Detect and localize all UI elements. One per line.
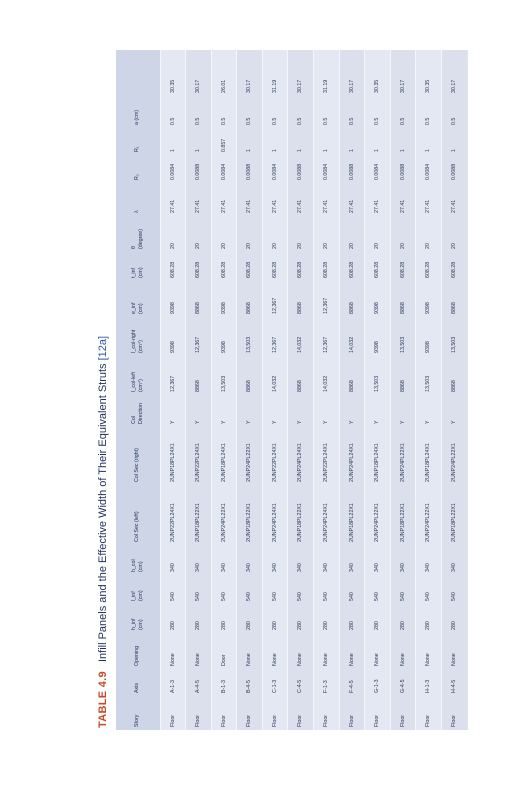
column-header-unit: (cm⁴) <box>137 340 144 353</box>
table-cell: 0.5 <box>390 96 416 128</box>
table-cell: Y <box>186 395 212 427</box>
table-cell: 13,503 <box>365 356 391 395</box>
table-cell: 8868 <box>186 281 212 317</box>
table-cell: 12,367 <box>160 356 186 395</box>
table-cell: 340 <box>442 545 468 575</box>
table-cell: Floor <box>262 696 288 730</box>
table-cell: A-4-5 <box>186 669 212 696</box>
table-cell: None <box>339 633 365 669</box>
column-header <box>116 669 160 696</box>
table-cell: 8868 <box>390 281 416 317</box>
table-cell: 608.28 <box>365 252 391 281</box>
header-spacer <box>116 50 160 96</box>
column-header-label: Axis <box>134 682 141 693</box>
table-number: TABLE 4.9 <box>97 671 109 728</box>
table-cell: 2UNP24PL24X1 <box>314 485 340 545</box>
column-header <box>116 545 160 575</box>
column-header-label: h_inf <box>131 618 138 630</box>
table-cell: 2UNP18PL24X1 <box>416 427 442 485</box>
table-cell: Y <box>211 395 237 427</box>
column-header <box>116 252 160 281</box>
table-cell: 9398 <box>160 281 186 317</box>
column-header-label: I_col-left <box>131 371 138 392</box>
table-cell: 12,367 <box>186 317 212 356</box>
table-cell: 608.28 <box>186 252 212 281</box>
table-cell: 27.41 <box>314 183 340 216</box>
table-cell: Floor <box>160 696 186 730</box>
table-cell: 8868 <box>442 356 468 395</box>
table-cell: 20 <box>288 216 314 252</box>
table-cell: B-1-3 <box>211 669 237 696</box>
table-cell: 1 <box>160 128 186 155</box>
table-cell: 0.5 <box>314 96 340 128</box>
table-cell: Y <box>262 395 288 427</box>
table-cell: 30.35 <box>365 50 391 96</box>
table-cell: Y <box>339 395 365 427</box>
table-cell: 2UNP22PL24X1 <box>314 427 340 485</box>
column-header-label: h_col <box>131 559 138 572</box>
table-cell: 280 <box>262 604 288 633</box>
column-header-unit: (degree) <box>137 228 144 249</box>
table-cell: 31.19 <box>262 50 288 96</box>
table-cell: None <box>442 633 468 669</box>
table-row <box>416 50 442 730</box>
table-cell: 2UNP22PL24X1 <box>160 485 186 545</box>
column-header-unit: (cm) <box>137 561 144 572</box>
table-cell: 27.41 <box>262 183 288 216</box>
column-header-label: λ <box>134 210 141 213</box>
table-cell: 20 <box>237 216 263 252</box>
table-cell: 608.28 <box>339 252 365 281</box>
column-header-label: Col <box>131 416 138 424</box>
table-cell: 608.28 <box>416 252 442 281</box>
table-cell: 14,032 <box>339 317 365 356</box>
table-cell: None <box>390 633 416 669</box>
table-cell: 30.17 <box>237 50 263 96</box>
table-cell: 0.5 <box>262 96 288 128</box>
table-cell: 1 <box>390 128 416 155</box>
column-header <box>116 696 160 730</box>
table-cell: 280 <box>288 604 314 633</box>
table-cell: Floor <box>211 696 237 730</box>
table-cell: 2UNP24PL22X1 <box>211 485 237 545</box>
column-header-label: θ <box>131 246 138 249</box>
table-row <box>211 50 237 730</box>
column-header <box>116 281 160 317</box>
table-cell: 30.35 <box>160 50 186 96</box>
table-cell: 540 <box>186 575 212 604</box>
table-cell: 20 <box>160 216 186 252</box>
table-cell: 1 <box>288 128 314 155</box>
table-cell: 1 <box>262 128 288 155</box>
table-cell: Floor <box>237 696 263 730</box>
column-header-label: Story <box>134 714 141 727</box>
table-cell: 1 <box>186 128 212 155</box>
table-row <box>288 50 314 730</box>
table-cell: Y <box>160 395 186 427</box>
table-cell: 608.28 <box>262 252 288 281</box>
table-cell: 1 <box>416 128 442 155</box>
table-cell: 8868 <box>186 356 212 395</box>
table-cell: C-1-3 <box>262 669 288 696</box>
table-cell: 2UNP22PL24X1 <box>262 427 288 485</box>
table-cell: 8868 <box>237 356 263 395</box>
column-header-label: I_col-right <box>131 329 138 353</box>
column-header-label: Col Sec (right) <box>134 448 141 482</box>
table-cell: 30.17 <box>442 50 468 96</box>
table-cell: 540 <box>339 575 365 604</box>
table-row <box>442 50 468 730</box>
table-cell: 26.01 <box>211 50 237 96</box>
table-cell: 340 <box>390 545 416 575</box>
table-cell: 608.28 <box>442 252 468 281</box>
table-cell: 9398 <box>211 281 237 317</box>
table-cell: 0.0088 <box>288 155 314 183</box>
column-header-unit: Direction <box>137 403 144 424</box>
table-cell: 9398 <box>365 317 391 356</box>
column-header <box>116 575 160 604</box>
table-cell: Door <box>211 633 237 669</box>
table-cell: 0.0088 <box>339 155 365 183</box>
table-cell: Y <box>365 395 391 427</box>
table-cell: 280 <box>365 604 391 633</box>
table-cell: A-1-3 <box>160 669 186 696</box>
table-cell: 8868 <box>339 281 365 317</box>
table-cell: 2UNP18PL22X1 <box>339 485 365 545</box>
table-cell: 20 <box>416 216 442 252</box>
table-cell: 608.28 <box>314 252 340 281</box>
table-cell: 9398 <box>160 317 186 356</box>
table-cell: 20 <box>211 216 237 252</box>
table-cell: G-1-3 <box>365 669 391 696</box>
table-cell: 1 <box>237 128 263 155</box>
table-cell: 2UNP24PL22X1 <box>390 427 416 485</box>
table-cell: 1 <box>365 128 391 155</box>
table-cell: 2UNP18PL22X1 <box>390 485 416 545</box>
table-cell: 0.0088 <box>390 155 416 183</box>
column-header <box>116 155 160 183</box>
table-cell: 30.17 <box>186 50 212 96</box>
table-cell: 0.5 <box>186 96 212 128</box>
table-cell: 0.5 <box>442 96 468 128</box>
column-header <box>116 96 160 128</box>
table-cell: 340 <box>211 545 237 575</box>
table-cell: 2UNP24PL22X1 <box>442 427 468 485</box>
table-cell: 340 <box>160 545 186 575</box>
column-header-unit: (cm⁴) <box>137 379 144 392</box>
table-cell: 0.5 <box>416 96 442 128</box>
table-cell: None <box>160 633 186 669</box>
table-cell: 8868 <box>288 356 314 395</box>
table-cell: 12,367 <box>262 317 288 356</box>
column-header <box>116 317 160 356</box>
table-cell: Y <box>390 395 416 427</box>
table-cell: 12,367 <box>314 281 340 317</box>
column-header-label: Opening <box>134 645 141 666</box>
table-cell: 27.41 <box>160 183 186 216</box>
table-cell: 0.0084 <box>416 155 442 183</box>
column-header-unit: (cm) <box>137 619 144 630</box>
table-cell: 540 <box>442 575 468 604</box>
table-cell: 540 <box>314 575 340 604</box>
table-cell: 0.857 <box>211 128 237 155</box>
column-header <box>116 633 160 669</box>
table-cell: 540 <box>160 575 186 604</box>
table-cell: 340 <box>314 545 340 575</box>
table-cell: 12,367 <box>262 281 288 317</box>
column-header <box>116 604 160 633</box>
table-cell: 280 <box>160 604 186 633</box>
table-cell: B-4-5 <box>237 669 263 696</box>
table-cell: 2UNP24PL22X1 <box>416 485 442 545</box>
table-cell: None <box>262 633 288 669</box>
table-cell: Floor <box>288 696 314 730</box>
table-cell: 27.41 <box>416 183 442 216</box>
table-cell: 0.0084 <box>262 155 288 183</box>
table-cell: 340 <box>288 545 314 575</box>
table-cell: F-1-3 <box>314 669 340 696</box>
table-cell: 280 <box>237 604 263 633</box>
table-cell: 2UNP22PL24X1 <box>186 427 212 485</box>
table-cell: 13,503 <box>390 317 416 356</box>
table-container <box>116 50 468 730</box>
table-cell: 1 <box>339 128 365 155</box>
table-cell: Floor <box>442 696 468 730</box>
column-header-unit: (cm) <box>137 267 144 278</box>
table-cell: None <box>186 633 212 669</box>
table-cell: 340 <box>365 545 391 575</box>
table-cell: 14,032 <box>288 317 314 356</box>
table-cell: Y <box>442 395 468 427</box>
table-cell: None <box>365 633 391 669</box>
table-cell: 13,503 <box>416 356 442 395</box>
table-cell: 1 <box>442 128 468 155</box>
table-cell: 280 <box>314 604 340 633</box>
table-cell: 2UNP18PL22X1 <box>288 485 314 545</box>
table-cell: H-1-3 <box>416 669 442 696</box>
table-cell: 27.41 <box>365 183 391 216</box>
table-cell: 340 <box>339 545 365 575</box>
table-cell: C-4-5 <box>288 669 314 696</box>
table-cell: F-4-5 <box>339 669 365 696</box>
table-cell: 9398 <box>416 281 442 317</box>
table-cell: 27.41 <box>442 183 468 216</box>
table-caption <box>90 50 116 730</box>
table-cell: None <box>237 633 263 669</box>
column-header-unit: (cm) <box>137 590 144 601</box>
table-cell: 13,503 <box>442 317 468 356</box>
table-cell: 27.41 <box>288 183 314 216</box>
table-cell: 8868 <box>288 281 314 317</box>
table-cell: 280 <box>339 604 365 633</box>
table-cell: 2UNP24PL22X1 <box>365 485 391 545</box>
table-cell: 27.41 <box>237 183 263 216</box>
table-cell: 20 <box>339 216 365 252</box>
table-reference: [12a] <box>97 335 109 361</box>
table-cell: None <box>314 633 340 669</box>
table-cell: 9398 <box>365 281 391 317</box>
table-cell: 13,503 <box>211 356 237 395</box>
table-cell: 540 <box>237 575 263 604</box>
table-cell: 30.17 <box>288 50 314 96</box>
table-row <box>237 50 263 730</box>
column-header <box>116 128 160 155</box>
table-cell: 14,032 <box>314 356 340 395</box>
column-header <box>116 427 160 485</box>
table-cell: 2UNP24PL24X1 <box>288 427 314 485</box>
table-cell: 2UNP18PL22X1 <box>442 485 468 545</box>
table-cell: 1 <box>314 128 340 155</box>
table-cell: G-4-5 <box>390 669 416 696</box>
table-cell: 608.28 <box>390 252 416 281</box>
column-header-unit: (cm) <box>137 303 144 314</box>
table-row <box>186 50 212 730</box>
table-cell: 540 <box>365 575 391 604</box>
table-cell: 540 <box>262 575 288 604</box>
table-row <box>160 50 186 730</box>
table-cell: 2UNP18PL24X1 <box>160 427 186 485</box>
table-cell: 31.19 <box>314 50 340 96</box>
rotated-table-page <box>90 50 468 730</box>
table-cell: None <box>288 633 314 669</box>
table-cell: 9398 <box>211 317 237 356</box>
column-header-label: Col Sec (left) <box>134 511 141 542</box>
table-cell: 30.17 <box>339 50 365 96</box>
table-title: Infill Panels and the Effective Width of Their Equivalent Struts <box>97 363 109 663</box>
table-cell: 608.28 <box>288 252 314 281</box>
table-cell: 608.28 <box>160 252 186 281</box>
table-cell: 340 <box>186 545 212 575</box>
table-cell: 608.28 <box>211 252 237 281</box>
table-cell: 8868 <box>442 281 468 317</box>
column-header-label: R₁ <box>134 146 141 152</box>
table-cell: 0.5 <box>365 96 391 128</box>
table-cell: 2UNP24PL24X1 <box>262 485 288 545</box>
table-cell: 8868 <box>390 356 416 395</box>
table-row <box>390 50 416 730</box>
table-cell: 30.35 <box>416 50 442 96</box>
column-header-label: l_inf <box>131 591 138 601</box>
table-cell: 20 <box>314 216 340 252</box>
table-cell: 0.0088 <box>237 155 263 183</box>
table-cell: 20 <box>186 216 212 252</box>
column-header <box>116 216 160 252</box>
table-cell: Floor <box>390 696 416 730</box>
table-cell: Floor <box>186 696 212 730</box>
table-cell: 13,503 <box>237 317 263 356</box>
table-cell: Y <box>237 395 263 427</box>
table-cell: Y <box>416 395 442 427</box>
table-cell: 8868 <box>339 356 365 395</box>
table-cell: Y <box>288 395 314 427</box>
table-cell: 12,367 <box>314 317 340 356</box>
table-cell: 540 <box>288 575 314 604</box>
table-cell: 2UNP24PL24X1 <box>339 427 365 485</box>
table-cell: 0.0084 <box>160 155 186 183</box>
table-cell: 2UNP18PL24X1 <box>365 427 391 485</box>
table-cell: 14,032 <box>262 356 288 395</box>
table-cell: 2UNP18PL22X1 <box>237 485 263 545</box>
table-cell: 0.0084 <box>314 155 340 183</box>
table-cell: 20 <box>262 216 288 252</box>
table-cell: 0.0088 <box>442 155 468 183</box>
table-cell: 2UNP24PL22X1 <box>237 427 263 485</box>
table-cell: 0.5 <box>160 96 186 128</box>
table-cell: Floor <box>416 696 442 730</box>
table-cell: 340 <box>262 545 288 575</box>
column-header-label: a (cm) <box>134 109 141 125</box>
table-cell: 280 <box>186 604 212 633</box>
table-cell: 2UNP18PL24X1 <box>211 427 237 485</box>
table-cell: 0.5 <box>339 96 365 128</box>
table-cell: H-4-5 <box>442 669 468 696</box>
table-cell: 27.41 <box>211 183 237 216</box>
table-row <box>262 50 288 730</box>
table-cell: 20 <box>390 216 416 252</box>
table-cell: 0.0088 <box>186 155 212 183</box>
table-cell: 9398 <box>416 317 442 356</box>
table-row <box>339 50 365 730</box>
table-header-row <box>116 50 160 730</box>
table-cell: 20 <box>365 216 391 252</box>
table-cell: 540 <box>390 575 416 604</box>
table-body <box>160 50 467 730</box>
table-cell: 0.5 <box>288 96 314 128</box>
column-header-label: t_inf <box>131 267 138 278</box>
table-cell: 280 <box>390 604 416 633</box>
table-cell: 540 <box>211 575 237 604</box>
table-cell: Floor <box>314 696 340 730</box>
table-cell: 2UNP18PL22X1 <box>186 485 212 545</box>
table-cell: 27.41 <box>339 183 365 216</box>
table-cell: Floor <box>365 696 391 730</box>
table-row <box>365 50 391 730</box>
column-header <box>116 183 160 216</box>
table-cell: 280 <box>442 604 468 633</box>
table-cell: Floor <box>339 696 365 730</box>
table-cell: 8868 <box>237 281 263 317</box>
table-cell: 27.41 <box>390 183 416 216</box>
table-cell: 0.0084 <box>365 155 391 183</box>
infill-panels-table <box>116 50 467 730</box>
table-cell: 340 <box>237 545 263 575</box>
table-cell: 280 <box>211 604 237 633</box>
table-cell: 340 <box>416 545 442 575</box>
table-row <box>314 50 340 730</box>
table-cell: 0.0084 <box>211 155 237 183</box>
table-cell: 30.17 <box>390 50 416 96</box>
table-cell: 20 <box>442 216 468 252</box>
table-cell: None <box>416 633 442 669</box>
column-header <box>116 356 160 395</box>
table-cell: Y <box>314 395 340 427</box>
table-cell: 608.28 <box>237 252 263 281</box>
table-cell: 0.5 <box>237 96 263 128</box>
table-cell: 280 <box>416 604 442 633</box>
table-cell: 0.5 <box>211 96 237 128</box>
table-cell: 540 <box>416 575 442 604</box>
column-header-label: e_inf <box>131 302 138 314</box>
column-header-label: R₂ <box>134 174 141 180</box>
table-cell: 27.41 <box>186 183 212 216</box>
column-header <box>116 395 160 427</box>
column-header <box>116 485 160 545</box>
